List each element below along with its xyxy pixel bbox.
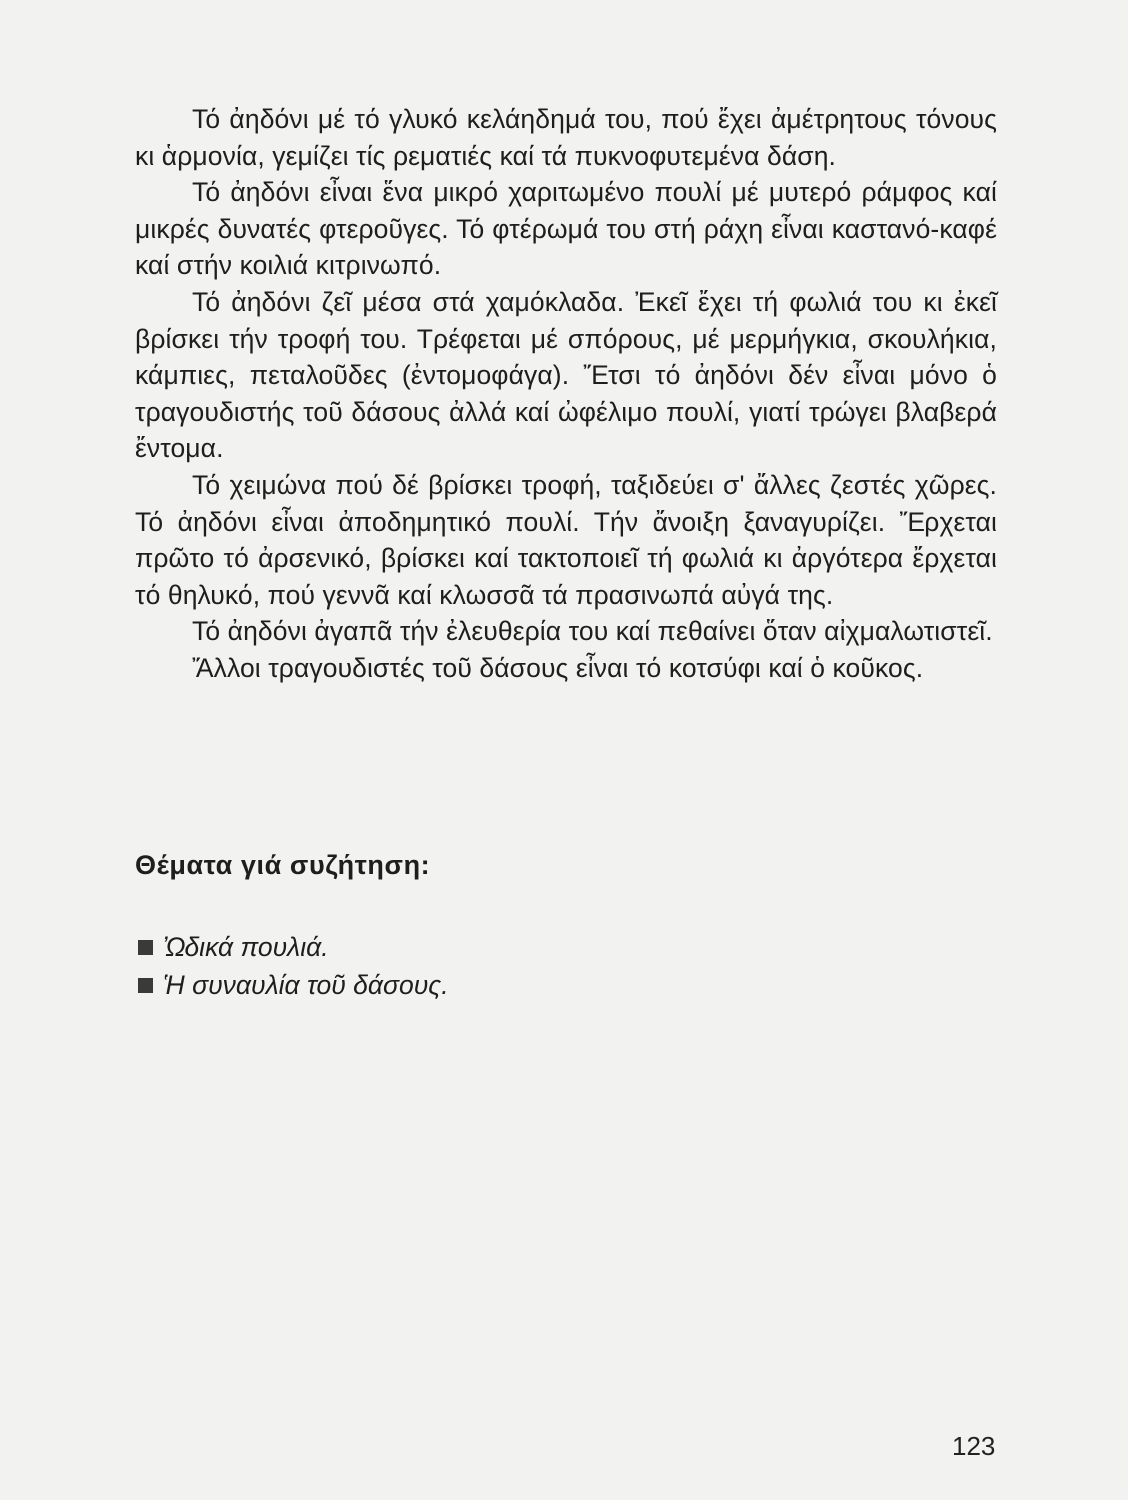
main-text xyxy=(135,101,997,687)
topic-text: Ἡ συναυλία τοῦ δάσους. xyxy=(163,970,449,1000)
paragraph-6: Ἄλλοι τραγουδιστές τοῦ δάσους εἶναι τό κοτσύφι καί ὁ κοῦκος. xyxy=(192,652,924,683)
paragraph-3: Τό ἀηδόνι ζεῖ μέσα στά χαμόκλαδα. Ἐκεῖ ἔχει τή φωλιά του κι ἐκεῖ βρίσκει τήν τροφή του. Τρέφεται μέ σπόρους, μέ μερμήγκια, σκουλήκια, κάμπιες, πεταλοῦδες (ἐντομοφάγα). Ἔτσι τό ἀηδόνι δέν εἶναι μόνο ὁ τραγουδιστής τοῦ δάσους ἀλλά καί ὠφέλιμο πουλί, γιατί τρώγει βλαβερά ἔντομα. xyxy=(135,286,997,464)
discussion-topic xyxy=(138,928,449,966)
square-bullet-icon xyxy=(138,940,153,955)
paragraph-4: Τό χειμώνα πού δέ βρίσκει τροφή, ταξιδεύει σ' ἄλλες ζεστές χῶρες. Τό ἀηδόνι εἶναι ἀποδημητικό πουλί. Τήν ἄνοιξη ξαναγυρίζει. Ἔρχεται πρῶτο τό ἀρσενικό, βρίσκει καί τακτοποιεῖ τή φωλιά κι ἀργότερα ἔρχεται τό θηλυκό, πού γεννᾶ καί κλωσσᾶ τά πρασινωπά αὐγά της. xyxy=(135,469,997,610)
page-number: 123 xyxy=(952,1431,996,1461)
discussion-heading: Θέματα γιά συζήτηση: xyxy=(135,850,431,880)
discussion-topics xyxy=(138,928,449,1004)
paragraph-2: Τό ἀηδόνι εἶναι ἕνα μικρό χαριτωμένο πουλί μέ μυτερό ράμφος καί μικρές δυνατές φτεροῦγες. Τό φτέρωμά του στή ράχη εἶναι καστανό-καφέ καί στήν κοιλιά κιτρινωπό. xyxy=(135,177,997,281)
discussion-topic xyxy=(138,966,449,1004)
topic-text: Ὠδικά πουλιά. xyxy=(163,932,329,962)
paragraph-1: Τό ἀηδόνι μέ τό γλυκό κελάηδημά του, πού ἔχει ἀμέτρητους τόνους κι ἁρμονία, γεμίζει τίς ρεματιές καί τά πυκνοφυτεμένα δάση. xyxy=(135,104,997,171)
square-bullet-icon xyxy=(138,978,153,993)
paragraph-5: Τό ἀηδόνι ἀγαπᾶ τήν ἐλευθερία του καί πεθαίνει ὅταν αἰχμαλωτιστεῖ. xyxy=(192,616,993,647)
